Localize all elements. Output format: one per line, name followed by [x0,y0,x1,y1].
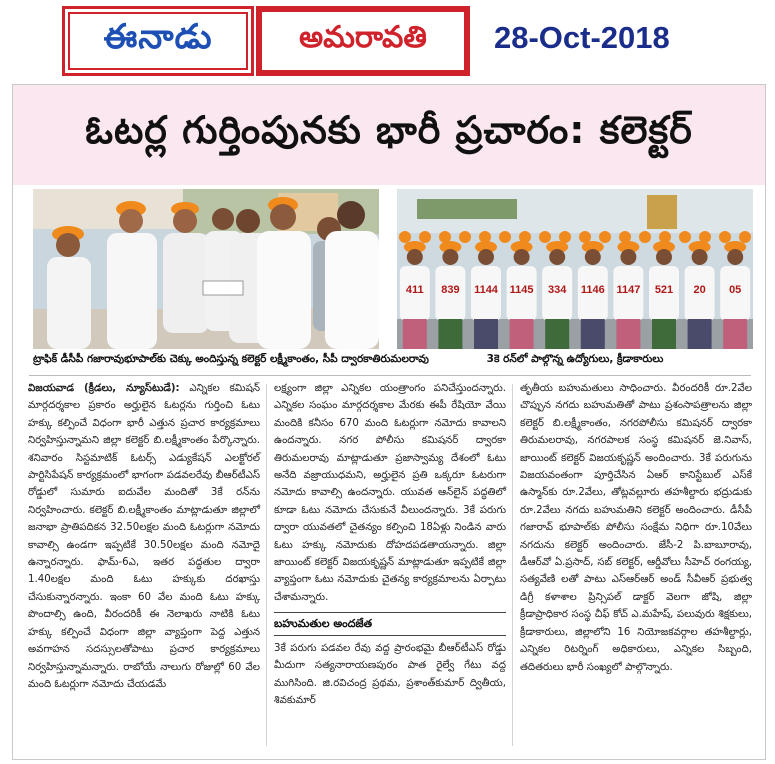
runner-legs [723,319,747,349]
body-column-3 [520,380,752,750]
edition-logo [256,6,470,76]
crowd-cap [719,231,731,243]
crowd-cap [639,231,651,243]
crowd-cap [579,231,591,243]
column-divider [266,384,267,746]
column-1-body: ఎన్నికల కమిషన్ మార్గదర్శకాల ప్రకారం అర్హులైన ఓటర్లను గుర్తించి ఓటు హక్కు కల్పించే విధంగా భారీ ఎత్తున ప్రచార కార్యక్రమాలు నిర్వహిస్తున్నామని జిల్లా కలెక్టర్ బి.లక్ష్మీకాంతం పేర్కొన్నారు. శనివారం సిస్టమాటిక్ ఓటర్స్ ఎడ్యుకేషన్ ఎలక్టోరల్ పార్టిసిపేషన్ కార్యక్రమంలో భాగంగా పడవలరేవు బీఆర్‌టీఎస్ రోడ్డులో సుమారు ఐదువేల మందితో 3కే రన్‌ను నిర్వహించారు. కలెక్టర్ బి.లక్ష్మీకాంతం మాట్లాడుతూ జిల్లాలో జనాభా ప్రాతిపదికన 32.50లక్షల మంది ఓటర్లుగా నమోదు కావాల్సి ఉండగా ఇప్పటికే 30.50లక్షల మంది నమోదై ఉన్నారన్నారు. ఫామ్-6ఎ, ఇతర పద్ధతుల ద్వారా 1.40లక్షల మంది ఓటు హక్కుకు దరఖాస్తు చేసుకున్నారన్నారు. ఇంకా 60 వేల మంది ఓటు హక్కు పొందాల్సి ఉంది, వీరందరికీ ఈ నెలాఖరు నాటికి ఓటు హక్కు కల్పించే విధంగా జిల్లా వ్యాప్తంగా పెద్ద ఎత్తున అవగాహన సదస్సులతోపాటు ప్రచార కార్యక్రమాలు నిర్వహిస్తున్నామన్నారు. రాబోయే నాలుగు రోజుల్లో 60 వేల మంది ఓటర్లుగా నమోదు చేయడమే [28,383,260,690]
runner-face [692,249,708,265]
headline-band [13,85,765,185]
column-1-text [28,380,260,693]
runner-legs [581,319,605,349]
bib-number: 20 [693,284,706,296]
runner-face [549,249,565,265]
subheading-prizes: బహుమతుల అందజేత [274,612,506,635]
crowd-cap [559,231,571,243]
crowd-cap [539,231,551,243]
runner-face [620,249,636,265]
runner-face [656,249,672,265]
photo-cheque-handover [33,189,379,349]
runner-legs [616,319,640,349]
runner-face [478,249,494,265]
photo-3k-run [397,189,753,349]
column-3-text: తృతీయ బహుమతులు సాధించారు. వీరందరికీ రూ.2వేల చొప్పున నగదు బహుమతితో పాటు ప్రశంసాపత్రాలను జిల్లా కలెక్టర్ బి.లక్ష్మీకాంతం, నగరపోలీసు కమిషనర్ ద్వారకా తిరుమలరావు, నగరపాలక సంస్థ కమిషనర్ జె.నివాస్, జాయింట్ కలెక్టర్ విజయకృష్ణన్ అందించారు. 3కే పరుగును విజయవంతంగా పూర్తిచేసిన ఏఆర్ కానిస్టేబుల్ ఎస్‌కే ఉస్మాన్‌కు రూ.2వేలు, తోట్లవల్లూరు తహశీల్దారు భద్రుడుకు రూ.2వేలు నగదు బహుమతిని కలెక్టర్ అందించారు. డీసీపీ గజారావ్ భూపాల్‌కు పోలీసు సంక్షేమ నిధిగా రూ.10వేలు నగదును కలెక్టర్ అందించారు. జేసీ-2 పి.బాబూరావు, డీఆర్‌వో ఏ.ప్రసాద్, సబ్ కలెక్టర్, ఆర్డీవోలు సీహెచ్ రంగయ్య, సత్యవేణి లతో పాటు ఎస్‌ఆర్‌ఆర్ అండ్ సీవీఆర్ ప్రభుత్వ డిగ్రీ కళాశాల ప్రిన్సిపల్ డాక్టర్ వెలగా జోషి, జిల్లా క్రీడాప్రాధికార సంస్థ చీఫ్ కోచ్ ఎ.మహేష్, పలువురు శిక్షకులు, క్రీడాకారులు, జిల్లాలోని 16 నియోజకవర్గాల తహశీల్దార్లు, ఎన్నికల రిటర్నింగ్ అధికారులు, ఎన్నికల సిబ్బంది, తదితరులు భారీ సంఖ్యలో పాల్గొన్నారు. [520,383,752,673]
dateline: విజయవాడ (క్రీడలు, న్యూస్‌టుడే): [28,383,180,394]
bib-number: 839 [441,284,460,296]
runner-legs [652,319,676,349]
runner-face [727,249,743,265]
bib-number: 521 [654,284,674,296]
runner-legs [474,319,498,349]
caption-left: ట్రాఫిక్ డీసీపీ గజారావుభూపాల్‌కు చెక్కు అందిస్తున్న కలెక్టర్ లక్ష్మీకాంతం, సీపీ ద్వారకాతిరుమలరావు [33,352,429,365]
column-divider [512,384,513,746]
crowd-cap [679,231,691,243]
edition-name: అమరావతి [262,12,464,70]
crowd-cap [419,231,431,243]
eenadu-logo [62,6,254,76]
runner-face [407,249,423,265]
crowd-cap [459,231,471,243]
crowd-cap [599,231,611,243]
photo-3k-run-image [397,189,753,349]
bib-number: 1144 [474,284,498,296]
crowd-cap [739,231,751,243]
runner-legs [510,319,534,349]
runner-face [585,249,601,265]
runner-legs [403,319,427,349]
headline: ఓటర్ల గుర్తింపునకు భారీ ప్రచారం: కలెక్టర్ [85,108,693,152]
crowd-cap [399,231,411,243]
runner-legs [438,319,462,349]
section-rule [29,375,751,376]
runner-legs [688,319,712,349]
bib-number: 411 [405,284,424,296]
bib-number: 1147 [616,284,641,296]
bib-number: 05 [729,284,742,296]
issue-date: 28-Oct-2018 [494,20,670,55]
body-column-1 [28,380,260,750]
bib-number: 334 [548,284,567,296]
caption-right: 3కె రన్‌లో పాల్గొన్న ఉద్యోగులు, క్రీడాకారులు [486,352,664,365]
crowd-cap [499,231,511,243]
body-column-2 [274,380,506,750]
runner-face [442,249,458,265]
runner-legs [545,319,569,349]
bib-number: 1145 [509,284,534,296]
bib-number: 1146 [580,284,605,296]
paper-name: ఈనాడు [68,12,248,70]
column-2-text-b: 3కే పరుగు పడవల రేవు వద్ద ప్రారంభమై బీఆర్‌టీఎస్ రోడ్డు మీదుగా సత్యనారాయణపురం పాత రైల్వే గేటు వద్ద ముగిసింది. జి.రవిచంద్ర ప్రథమ, ప్రశాంత్‌కుమార్ ద్వితీయ, శివకుమార్ [274,642,506,706]
runner-face [514,249,530,265]
column-2-text-a: లక్ష్యంగా జిల్లా ఎన్నికల యంత్రాంగం పనిచేస్తుందన్నారు. ఎన్నికల సంఘం మార్గదర్శకాల మేరకు ఈపీ రేషియో వేయి మందికి కనీసం 670 మంది ఓటర్లుగా నమోదు కావాలని ఉందన్నారు. నగర పోలీసు కమిషనర్ ద్వారకా తిరుమలరావు మాట్లాడుతూ ప్రజాస్వామ్య దేశంలో ఓటు అనేది వజ్రాయుధమని, అర్హులైన ప్రతి ఒక్కరూ ఓటరుగా నమోదు కావాల్సి ఉందన్నారు. యువత ఆన్‌లైన్ పద్ధతిలో కూడా ఓటు నమోదు చేసుకునే వీలుందన్నారు. 3కే పరుగు ద్వారా యువతలో చైతన్యం కల్పించి 18ఏళ్లు నిండిన వారు ఓటు హక్కు నమోదుకు దోహదపడతాయన్నారు. జిల్లా జాయింట్ కలెక్టర్ విజయకృష్ణన్ మాట్లాడుతూ ఇప్పటికే జిల్లా వ్యాప్తంగా ఓటు నమోదుకు చైతన్య కార్యక్రమాలను ఏర్పాటు చేశామన్నారు. [274,383,506,603]
photo-cheque-handover-image [33,189,379,349]
